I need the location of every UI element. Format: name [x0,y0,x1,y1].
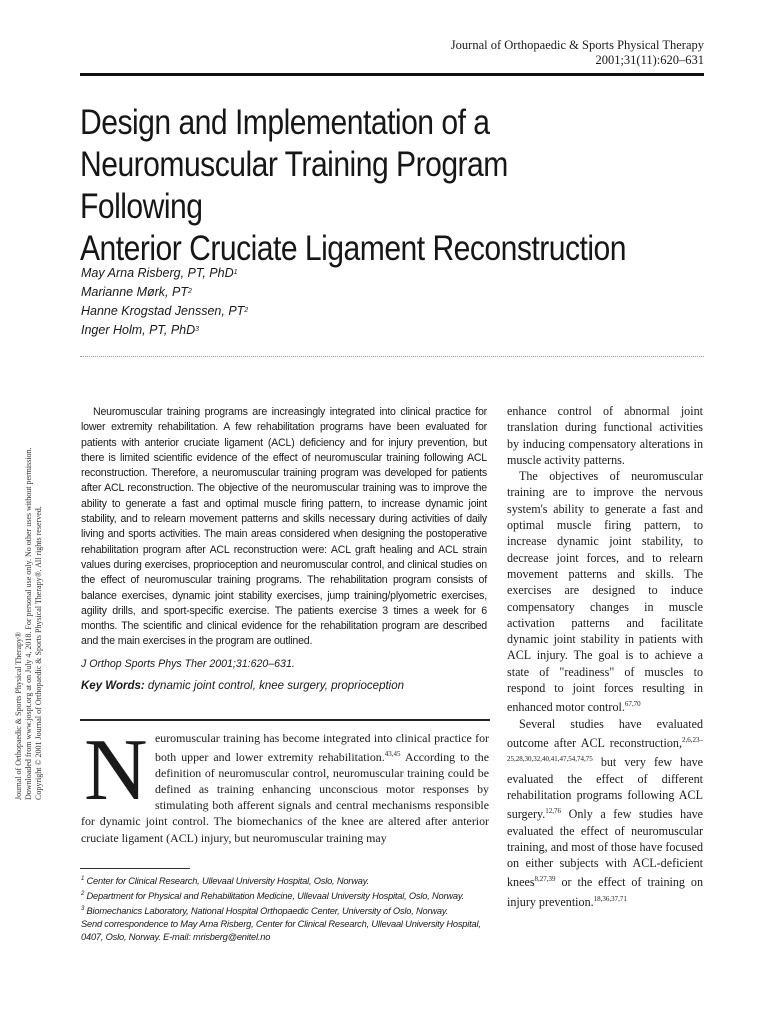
abstract-rule [80,719,490,721]
author: Hanne Krogstad Jenssen, $PT^2$ [81,304,249,318]
keywords-label: Key Words: [81,680,145,692]
right-column [507,403,703,910]
reference-marker: 67,70 [624,700,641,709]
abstract-text: Neuromuscular training programs are increasingly integrated into clinical practice for lower extremity rehabilitation. A few rehabilitation programs have been evaluated for patients with anterior cruciate ligament (ACL) deficiency and for injury prevention, but there is limited scientific evidence of the effect of neuromuscular training following ACL reconstruction. Therefore, a neuromuscular training program was developed for patients after ACL reconstruction. The objective of the neuromuscular training was to improve the ability to generate a fast and optimal muscle firing pattern, to increase dynamic joint stability, and to relearn movement patterns and skills necessary during activities of daily living and sports activities. The main areas considered when designing the postoperative rehabilitation program after ACL reconstruction were: ACL graft healing and ACL strain values during exercises, proprioception and neuromuscular control, and clinical studies on the effect of neuromuscular training programs. The rehabilitation program consists of balance exercises, dynamic joint stability exercises, jump training/plyometric exercises, agility drills, and sport-specific exercise. The patients exercise 3 times a week for 6 months. The scientific and clinical evidence for the rehabilitation program are described and the main exercises in the program are outlined. [81,406,487,648]
footnote: $^3$ Biomechanics Laboratory, National Hospital Orthopaedic Center, University of Oslo, Norway. [81,906,448,917]
footnote-rule [80,868,190,869]
footnote: Send correspondence to May Arna Risberg, Center for Clinical Research, Ullevaal University Hospital, 0407, Oslo, Norway. E-mail: mrisberg@enitel.no [81,919,481,943]
keywords-text: dynamic joint control, knee surgery, proprioception [147,680,405,692]
reference-marker: 43,45 [384,750,401,759]
journal-issue: 2001;31(11):620–631 [595,53,704,67]
reference-marker: 8,27,39 [534,875,556,884]
footnotes [81,873,491,944]
title-line: Anterior Cruciate Ligament Reconstruction [80,229,627,268]
paragraph: enhance control of abnormal joint translation during functional activities by inducing compensatory alterations in muscle activity patterns. [507,404,703,467]
drop-cap: N [84,722,148,819]
abstract [81,405,487,650]
paragraph: The objectives of neuromuscular training are to improve the nervous system's ability to generate a fast and optimal muscle firing pattern, to increase dynamic joint stability, to decrease joint forces, and to relearn movement patterns and skills. The exercises are designed to induce compensatory changes in muscle activation patterns and facilitate dynamic joint stability in patients with ACL injury. The goal is to achieve a state of "readiness" of muscles to respond to joint forces resulting in enhanced motor control.$^{67,70}$ [507,469,703,715]
article-title [80,102,630,270]
journal-name: Journal of Orthopaedic & Sports Physical Therapy [450,38,704,52]
reference-marker: 2,6,23–25,28,30,32,40,41,47,54,74,75 [507,735,703,764]
author: Marianne Mørk, $PT^2$ [81,285,192,299]
author-divider [80,356,704,357]
body-intro: euromuscular training has become integrated into clinical practice for both upper and lower extremity rehabilitation.$^{43,45}$ According to the definition of neuromuscular control, neuromuscular training could be defined as training enhancing unconscious motor responses by stimulating both afferent signals and central mechanisms responsible for dynamic joint control. The biomechanics of the knee are altered after anterior cruciate ligament (ACL) injury, but neuromuscular training may [81,731,489,845]
author: Inger Holm, PT, PhD$^3$ [81,323,200,337]
side-copyright-notice: Journal of Orthopaedic & Sports Physical Therapy® Downloaded from www.jospt.org at on July 4, 2018. For personal use only. No other uses without permission. Copyright © 2001 Journal of Orthopaedic & Sports Physical Therapy®. All rights reserved. [14,447,43,800]
title-line: Neuromuscular Training Program Following [80,145,508,226]
reference-marker: 18,36,37,71 [593,894,627,903]
keywords [81,680,404,692]
paragraph: Several studies have evaluated outcome after ACL reconstruction,$^{2,6,23-25,28,30,32,40,41,47,54,74,75}$ but very few have evaluated the effect of different rehabilitation programs following ACL surgery.$^{12,76}$ Only a few studies have evaluated the effect of neuromuscular training, and most of those have focused on either subjects with ACL-deficient knees$^{8,27,39}$ or the effect of training on injury prevention.$^{18,36,37,71}$ [507,716,703,909]
citation: J Orthop Sports Phys Ther 2001;31:620–631. [81,658,295,670]
header-rule [80,73,704,76]
author-list [81,264,248,340]
journal-header [451,38,704,68]
author: May Arna Risberg, PT, PhD$^1$ [81,266,238,280]
reference-marker: 12,76 [545,807,562,816]
title-line: Design and Implementation of a [80,103,490,142]
footnote: $^1$ Center for Clinical Research, Ullevaal University Hospital, Oslo, Norway. [81,876,369,887]
footnote: $^2$ Department for Physical and Rehabilitation Medicine, Ullevaal University Hospital, Oslo, Norway. [81,891,464,902]
